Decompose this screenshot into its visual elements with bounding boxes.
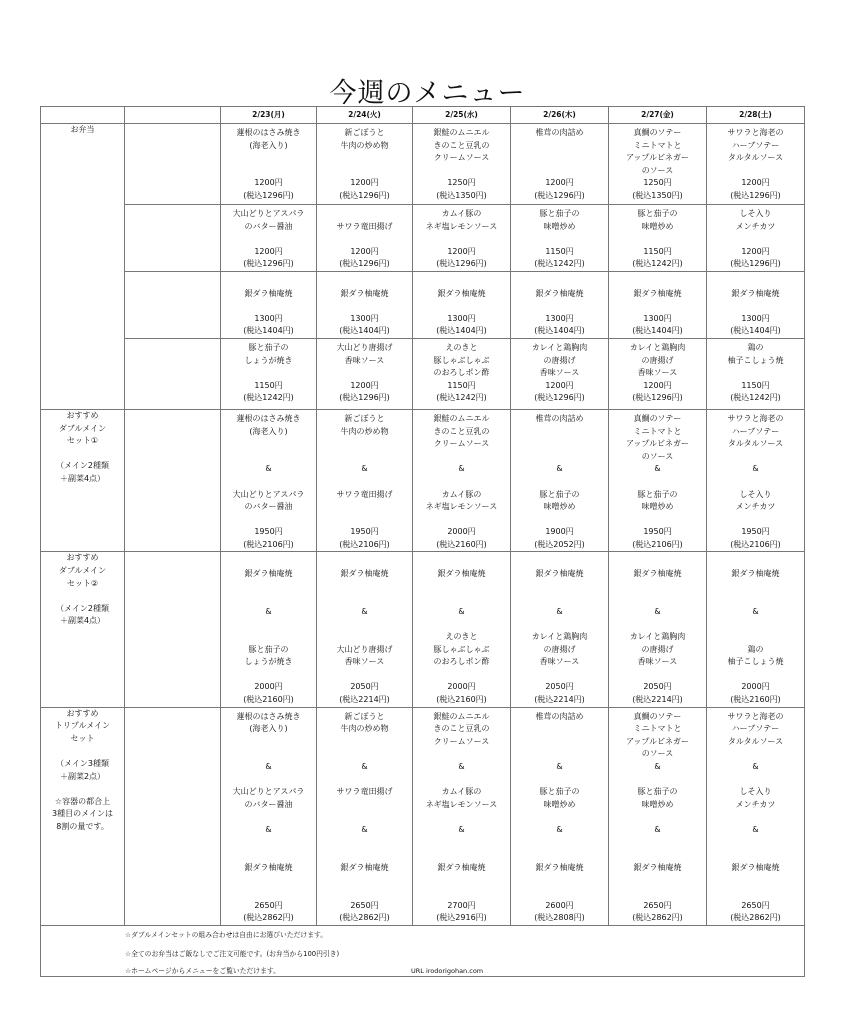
menu-cell (125, 205, 221, 272)
category-double-1 (41, 409, 125, 552)
menu-cell (125, 409, 221, 552)
menu-cell: 銀ダラ柚庵焼 1300円 (税込1404円) (413, 271, 511, 338)
menu-cell: 銀ダラ柚庵焼 & 大山どり唐揚げ 香味ソース 2050円 (税込2214円) (317, 552, 413, 707)
menu-cell: 銀ダラ柚庵焼 & 豚と茄子の しょうが焼き 2000円 (税込2160円) (221, 552, 317, 707)
bento-row (41, 205, 805, 272)
header-day: 2/26(木) (511, 107, 609, 124)
category-label: おすすめ ダブルメイン セット① （メイン2種類 ＋副菜4点） (56, 410, 109, 483)
bento-row (41, 338, 805, 409)
menu-cell: 大山どり唐揚げ 香味ソース 1200円 (税込1296円) (317, 338, 413, 409)
menu-cell: サワラと海老の ハーブソテー タルタルソース & しそ入り メンチカツ & 銀ダラ柚庵焼 2650円 (税込2862円) (707, 707, 805, 925)
menu-cell: カムイ豚の ネギ塩レモンソース 1200円 (税込1296円) (413, 205, 511, 272)
category-label: お弁当 (70, 125, 95, 134)
menu-cell: 新ごぼうと 牛肉の炒め物 & サワラ竜田揚げ & 銀ダラ柚庵焼 2650円 (税込2862円) (317, 707, 413, 925)
header-blank (125, 107, 221, 124)
menu-cell: サワラ竜田揚げ 1200円 (税込1296円) (317, 205, 413, 272)
menu-cell: 蓮根のはさみ焼き (海老入り) & 大山どりとアスパラ のバター醤油 1950円 (税込2106円) (221, 409, 317, 552)
footer-notes (41, 925, 805, 976)
menu-cell: サワラと海老の ハーブソテー タルタルソース & しそ入り メンチカツ 1950円 (税込2106円) (707, 409, 805, 552)
double-set-1-row (41, 409, 805, 552)
header-row (41, 107, 805, 124)
category-double-2 (41, 552, 125, 707)
menu-cell: 豚と茄子の 味噌炒め 1150円 (税込1242円) (609, 205, 707, 272)
menu-cell: 銀ダラ柚庵焼 1300円 (税込1404円) (609, 271, 707, 338)
header-day: 2/27(金) (609, 107, 707, 124)
menu-cell (125, 338, 221, 409)
menu-cell: 銀ダラ柚庵焼 & えのきと 豚しゃぶしゃぶ のおろしポン酢 2000円 (税込2160円) (413, 552, 511, 707)
menu-cell (125, 124, 221, 205)
menu-cell: 銀ダラ柚庵焼 1300円 (税込1404円) (317, 271, 413, 338)
menu-cell: 蓮根のはさみ焼き (海老入り) & 大山どりとアスパラ のバター醤油 & 銀ダラ柚庵焼 2650円 (税込2862円) (221, 707, 317, 925)
menu-cell: カレイと鶏胸肉 の唐揚げ 香味ソース 1200円 (税込1296円) (609, 338, 707, 409)
menu-cell: 銀鮭のムニエル きのこと豆乳の クリームソース 1250円 (税込1350円) (413, 124, 511, 205)
header-day: 2/28(土) (707, 107, 805, 124)
menu-cell: 銀ダラ柚庵焼 & カレイと鶏胸肉 の唐揚げ 香味ソース 2050円 (税込2214円) (511, 552, 609, 707)
category-triple (41, 707, 125, 925)
category-label: おすすめ トリプルメイン セット （メイン3種類 ＋副菜2点） ☆容器の都合上 3種目のメインは 8割の量です。 (52, 708, 113, 831)
menu-cell: 銀ダラ柚庵焼 1300円 (税込1404円) (221, 271, 317, 338)
menu-cell: しそ入り メンチカツ 1200円 (税込1296円) (707, 205, 805, 272)
menu-cell: 椎茸の肉詰め 1200円 (税込1296円) (511, 124, 609, 205)
menu-cell: サワラと海老の ハーブソテー タルタルソース 1200円 (税込1296円) (707, 124, 805, 205)
footer-note: ☆ホームページからメニューをご覧いただけます。 (125, 966, 280, 975)
menu-cell: 豚と茄子の しょうが焼き 1150円 (税込1242円) (221, 338, 317, 409)
header-day: 2/25(水) (413, 107, 511, 124)
footer-note: ☆全てのお弁当はご飯なしでご注文可能です。(お弁当から100円引き) (125, 949, 340, 958)
menu-cell: 真鯛のソテー ミニトマトと アップルビネガー のソース & 豚と茄子の 味噌炒め & 銀ダラ柚庵焼 2650円 (税込2862円) (609, 707, 707, 925)
menu-cell: 銀ダラ柚庵焼 1300円 (税込1404円) (707, 271, 805, 338)
menu-cell: えのきと 豚しゃぶしゃぶ のおろしポン酢 1150円 (税込1242円) (413, 338, 511, 409)
menu-cell: 新ごぼうと 牛肉の炒め物 1200円 (税込1296円) (317, 124, 413, 205)
menu-cell: 椎茸の肉詰め & 豚と茄子の 味噌炒め & 銀ダラ柚庵焼 2600円 (税込2808円) (511, 707, 609, 925)
menu-cell: 鶏の 柚子こしょう焼 1150円 (税込1242円) (707, 338, 805, 409)
menu-cell: 真鯛のソテー ミニトマトと アップルビネガー のソース 1250円 (税込1350円) (609, 124, 707, 205)
menu-cell: 新ごぼうと 牛肉の炒め物 & サワラ竜田揚げ 1950円 (税込2106円) (317, 409, 413, 552)
header-day: 2/23(月) (221, 107, 317, 124)
website-url: URL irodorigohan.com (411, 966, 484, 975)
menu-cell: 銀ダラ柚庵焼 & 鶏の 柚子こしょう焼 2000円 (税込2160円) (707, 552, 805, 707)
double-set-2-row (41, 552, 805, 707)
footer-row (41, 925, 805, 976)
header-day: 2/24(火) (317, 107, 413, 124)
triple-set-row (41, 707, 805, 925)
weekly-menu-table (40, 106, 805, 977)
menu-cell: 豚と茄子の 味噌炒め 1150円 (税込1242円) (511, 205, 609, 272)
bento-row (41, 271, 805, 338)
category-bento (41, 124, 125, 410)
page-title: 今週のメニュー (329, 78, 526, 109)
menu-cell: 銀ダラ柚庵焼 & カレイと鶏胸肉 の唐揚げ 香味ソース 2050円 (税込2214円) (609, 552, 707, 707)
menu-cell: 蓮根のはさみ焼き (海老入り) 1200円 (税込1296円) (221, 124, 317, 205)
footer-note: ☆ダブルメインセットの組み合わせは自由にお選びいただけます。 (125, 930, 328, 939)
menu-cell (125, 552, 221, 707)
menu-cell: 大山どりとアスパラ のバター醤油 1200円 (税込1296円) (221, 205, 317, 272)
menu-cell (125, 707, 221, 925)
menu-cell: 銀鮭のムニエル きのこと豆乳の クリームソース & カムイ豚の ネギ塩レモンソース 2000円 (税込2160円) (413, 409, 511, 552)
menu-cell: 銀鮭のムニエル きのこと豆乳の クリームソース & カムイ豚の ネギ塩レモンソース & 銀ダラ柚庵焼 2700円 (税込2916円) (413, 707, 511, 925)
category-label: おすすめ ダブルメイン セット② （メイン2種類 ＋副菜4点） (56, 553, 109, 626)
bento-row (41, 124, 805, 205)
menu-cell: 真鯛のソテー ミニトマトと アップルビネガー のソース & 豚と茄子の 味噌炒め 1950円 (税込2106円) (609, 409, 707, 552)
menu-cell: 銀ダラ柚庵焼 1300円 (税込1404円) (511, 271, 609, 338)
menu-cell (125, 271, 221, 338)
menu-cell: 椎茸の肉詰め & 豚と茄子の 味噌炒め 1900円 (税込2052円) (511, 409, 609, 552)
menu-cell: カレイと鶏胸肉 の唐揚げ 香味ソース 1200円 (税込1296円) (511, 338, 609, 409)
header-corner (41, 107, 125, 124)
